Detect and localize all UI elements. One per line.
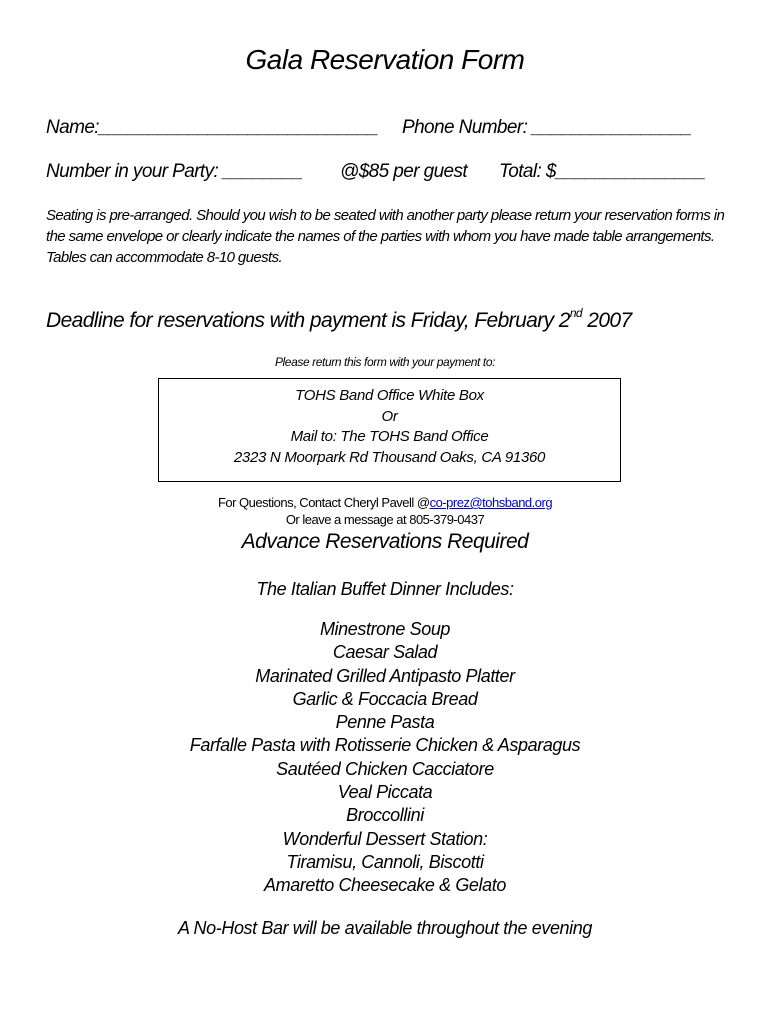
menu-item: Marinated Grilled Antipasto Platter: [255, 665, 515, 686]
address-box: [158, 378, 621, 482]
address-line-2: Or: [381, 407, 398, 425]
menu-item: Garlic & Foccacia Bread: [292, 688, 478, 709]
name-field[interactable]: Name:____________________________: [46, 117, 379, 138]
contact-line: [0, 494, 770, 511]
menu-item: Farfalle Pasta with Rotisserie Chicken & Asparagus: [189, 735, 581, 756]
form-title: Gala Reservation Form: [245, 44, 525, 75]
return-instruction: Please return this form with your payment to:: [274, 355, 496, 369]
address-line-4: 2323 N Moorpark Rd Thousand Oaks, CA 91360: [233, 448, 546, 466]
menu-item: Sautéed Chicken Cacciatore: [276, 758, 494, 779]
contact-email-link[interactable]: co-prez@tohsband.org: [429, 495, 553, 510]
party-size-field[interactable]: Number in your Party: ________: [46, 161, 303, 182]
deadline-superscript: nd: [569, 306, 582, 320]
menu-heading: The Italian Buffet Dinner Includes:: [256, 579, 514, 599]
price-per-guest: @$85 per guest: [340, 161, 468, 182]
total-field[interactable]: Total: $_______________: [499, 161, 706, 182]
menu-list: [0, 618, 770, 898]
address-line-3: Mail to: The TOHS Band Office: [290, 428, 489, 445]
menu-item: Tiramisu, Cannoli, Biscotti: [286, 851, 484, 872]
menu-item: Amaretto Cheesecake & Gelato: [264, 875, 506, 896]
menu-item: Wonderful Dessert Station:: [282, 828, 488, 849]
menu-item: Veal Piccata: [337, 782, 433, 803]
deadline-text: Deadline for reservations with payment is Friday, February 2: [46, 309, 570, 332]
menu-item: Penne Pasta: [335, 712, 435, 733]
menu-item: Caesar Salad: [332, 642, 438, 663]
menu-item: Broccollini: [346, 805, 424, 826]
deadline-year: 2007: [582, 309, 632, 332]
advance-reservations-heading: Advance Reservations Required: [241, 530, 529, 553]
no-host-bar-note: A No-Host Bar will be available throughout the evening: [178, 918, 592, 938]
address-line-1: TOHS Band Office White Box: [295, 387, 484, 404]
menu-item: Minestrone Soup: [319, 619, 451, 639]
phone-field[interactable]: Phone Number: ________________: [402, 117, 692, 138]
contact-prefix: For Questions, Contact Cheryl Pavell @: [217, 495, 430, 510]
deadline-notice: [46, 308, 632, 333]
contact-info: [0, 494, 770, 528]
contact-phone-message: Or leave a message at 805-379-0437: [285, 512, 485, 527]
seating-note: Seating is pre-arranged. Should you wish to be seated with another party please return your reservation forms in the same envelope or clearly indicate the names of the parties with whom you have made table arrangements. Tables can accommodate 8-10 guests.: [46, 207, 725, 266]
